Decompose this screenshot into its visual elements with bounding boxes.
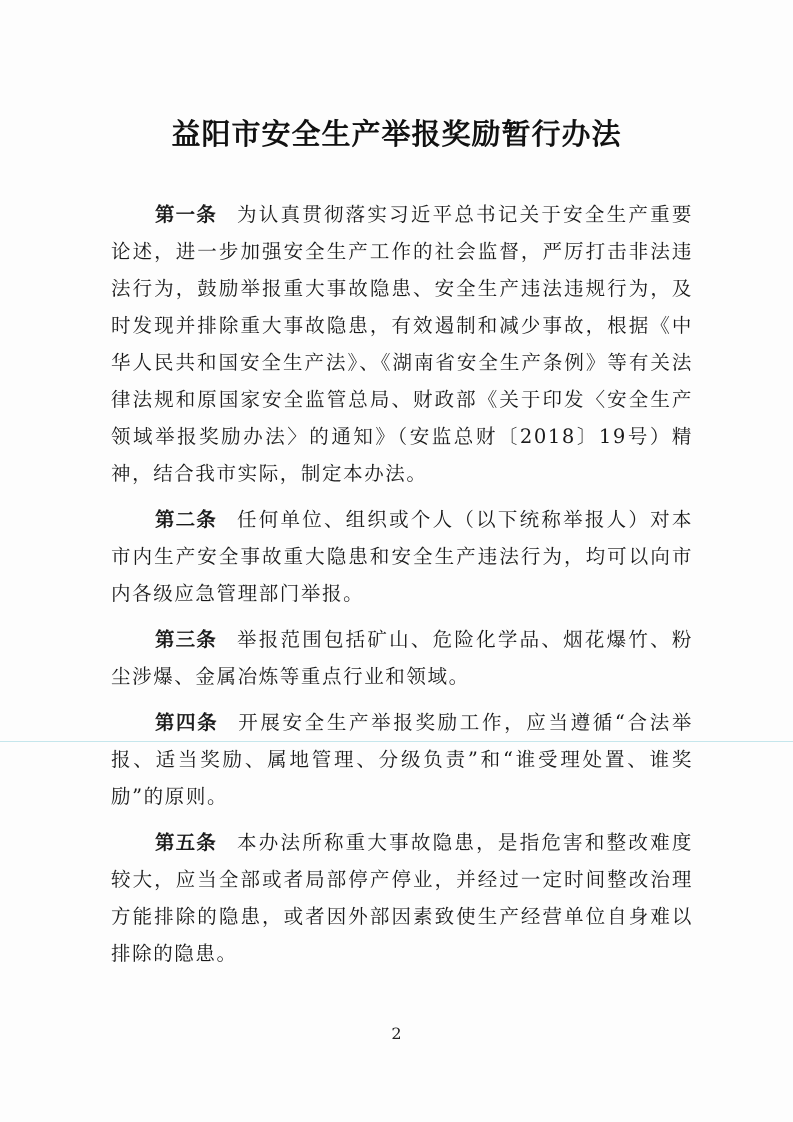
article-heading: 第五条 [155, 831, 217, 854]
document-title: 益阳市安全生产举报奖励暂行办法 [171, 117, 622, 151]
article-text: 本办法所称重大事故隐患，是指危害和整改难度较大，应当全部或者局部停产停业，并经过一定时间整改治理方能排除的隐患，或者因外部因素致使生产经营单位自身难以排除的隐患。 [111, 831, 693, 965]
article-2 [111, 501, 693, 612]
article-heading: 第三条 [155, 628, 217, 651]
article-text: 举报范围包括矿山、危险化学品、烟花爆竹、粉尘涉爆、金属冶炼等重点行业和领域。 [111, 628, 693, 688]
article-text: 任何单位、组织或个人（以下统称举报人）对本市内生产安全事故重大隐患和安全生产违法行为，均可以向市内各级应急管理部门举报。 [111, 508, 693, 605]
article-heading: 第二条 [155, 508, 217, 531]
article-text: 开展安全生产举报奖励工作，应当遵循“合法举报、适当奖励、属地管理、分级负责”和“谁受理处置、谁奖励”的原则。 [111, 711, 693, 808]
article-heading: 第一条 [155, 203, 217, 226]
article-3 [111, 621, 693, 695]
article-1 [111, 196, 693, 492]
page-number: 2 [391, 1024, 402, 1043]
article-text: 为认真贯彻落实习近平总书记关于安全生产重要论述，进一步加强安全生产工作的社会监督，严厉打击非法违法行为，鼓励举报重大事故隐患、安全生产违法违规行为，及时发现并排除重大事故隐患，有效遏制和减少事故，根据《中华人民共和国安全生产法》、《湖南省安全生产条例》等有关法律法规和原国家安全监管总局、财政部《关于印发〈安全生产领域举报奖励办法〉的通知》（安监总财〔2018〕19号）精神，结合我市实际，制定本办法。 [111, 203, 693, 485]
article-4 [111, 704, 693, 815]
scan-artifact-line [0, 741, 793, 742]
document-body [111, 196, 693, 981]
article-5 [111, 824, 693, 972]
article-heading: 第四条 [155, 711, 219, 734]
